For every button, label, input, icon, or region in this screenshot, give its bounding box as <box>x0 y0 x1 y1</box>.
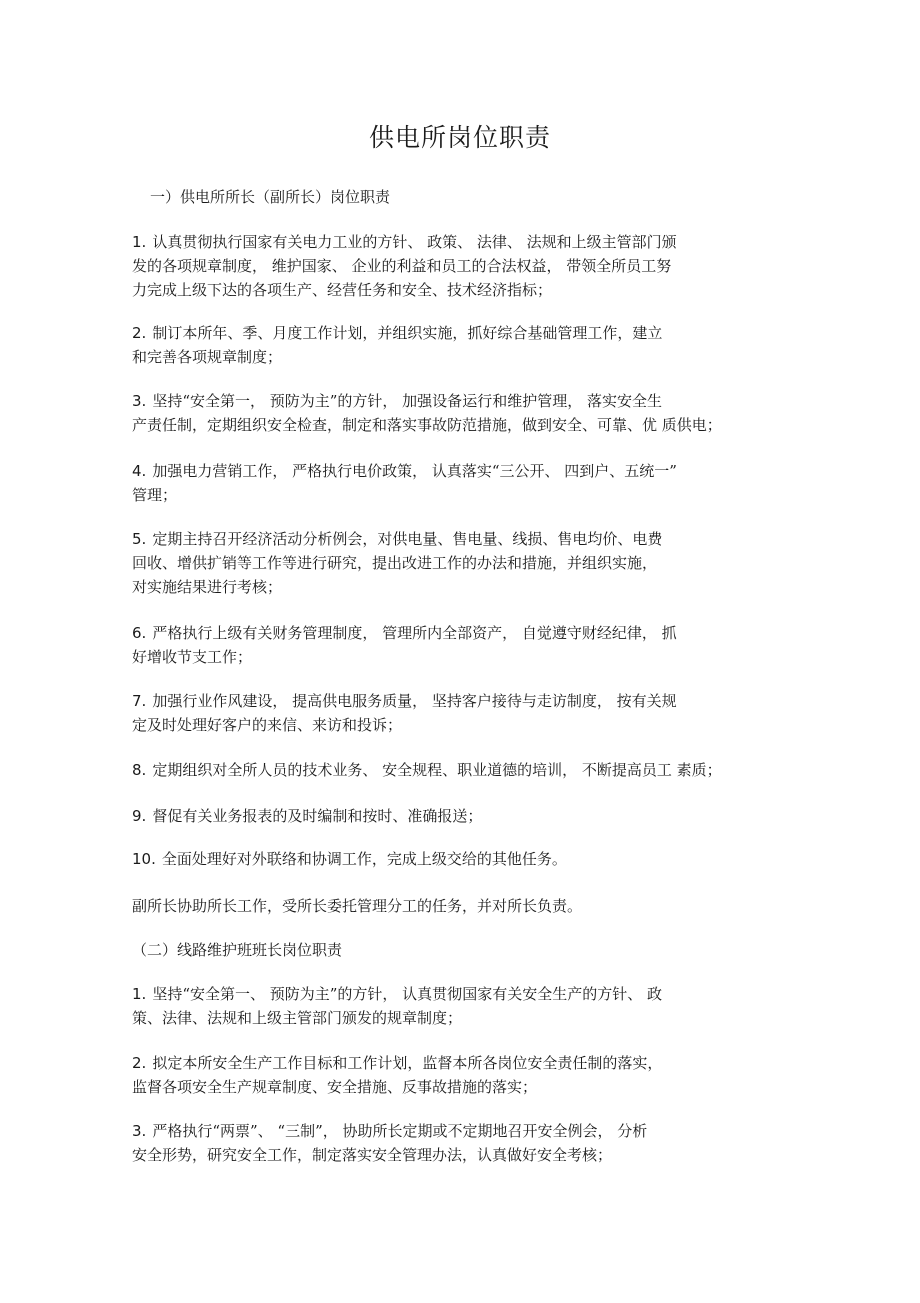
item-number: 8. <box>132 761 147 779</box>
s1-item-3-line: 3. 坚持“安全第一， 预防为主”的方针， 加强设备运行和维护管理， 落实安全生 <box>132 392 662 410</box>
deputy-note <box>132 894 792 918</box>
item-number: 10. <box>132 850 156 868</box>
s1-item-2-line: 和完善各项规章制度； <box>132 348 283 366</box>
s1-item-5-line: 对实施结果进行考核； <box>132 578 283 596</box>
s1-item-7-line: 定及时处理好客户的来信、来访和投诉； <box>132 716 403 734</box>
s2-item-1-line: 策、法律、法规和上级主管部门颁发的规章制度； <box>132 1009 463 1027</box>
s1-item-6-line: 6. 严格执行上级有关财务管理制度， 管理所内全部资产， 自觉遵守财经纪律， 抓 <box>132 624 677 642</box>
s1-item-5-line: 回收、增供扩销等工作等进行研究，提出改进工作的办法和措施，并组织实施， <box>132 554 658 572</box>
s2-item-2 <box>132 1051 792 1099</box>
item-number: 7. <box>132 692 147 710</box>
s1-item-8-line: 8. 定期组织对全所人员的技术业务、 安全规程、职业道德的培训， 不断提高员工 素质； <box>132 761 722 779</box>
s1-item-4-line: 管理； <box>132 486 178 504</box>
item-number: 2. <box>132 324 147 342</box>
item-number: 1. <box>132 233 147 251</box>
s2-item-3 <box>132 1119 792 1167</box>
s2-item-3-line: 3. 严格执行“两票”、 “三制”， 协助所长定期或不定期地召开安全例会， 分析 <box>132 1122 648 1140</box>
s1-item-1-line: 力完成上级下达的各项生产、经营任务和安全、技术经济指标； <box>132 281 553 299</box>
s2-item-3-line: 安全形势，研究安全工作，制定落实安全管理办法，认真做好安全考核； <box>132 1146 613 1164</box>
deputy-note-text: 副所长协助所长工作，受所长委托管理分工的任务，并对所长负责。 <box>132 897 583 915</box>
s1-item-2-line: 2. 制订本所年、季、月度工作计划，并组织实施，抓好综合基础管理工作，建立 <box>132 324 663 342</box>
item-number: 3. <box>132 392 147 410</box>
s2-item-2-line: 监督各项安全生产规章制度、安全措施、反事故措施的落实； <box>132 1078 538 1096</box>
s1-item-1 <box>132 230 792 302</box>
s2-item-1 <box>132 982 792 1030</box>
s1-item-1-line: 1. 认真贯彻执行国家有关电力工业的方针、 政策、 法律、 法规和上级主管部门颁 <box>132 233 677 251</box>
s1-item-3 <box>132 389 792 437</box>
s1-item-4-line: 4. 加强电力营销工作， 严格执行电价政策， 认真落实“三公开、 四到户、五统一” <box>132 462 677 480</box>
s1-item-6 <box>132 621 792 669</box>
section-heading-2: （二）线路维护班班长岗位职责 <box>132 941 343 959</box>
item-number: 4. <box>132 462 147 480</box>
s1-item-7-line: 7. 加强行业作风建设， 提高供电服务质量， 坚持客户接待与走访制度， 按有关规 <box>132 692 677 710</box>
s1-item-9 <box>132 804 792 828</box>
item-number: 3. <box>132 1122 147 1140</box>
item-number: 5. <box>132 530 147 548</box>
item-number: 2. <box>132 1054 147 1072</box>
s1-item-7 <box>132 689 792 737</box>
item-number: 1. <box>132 985 147 1003</box>
s1-item-2 <box>132 321 792 369</box>
s1-item-8 <box>132 758 792 782</box>
s2-item-1-line: 1. 坚持“安全第一、 预防为主”的方针， 认真贯彻国家有关安全生产的方针、 政 <box>132 985 662 1003</box>
s1-item-10-line: 10. 全面处理好对外联络和协调工作，完成上级交给的其他任务。 <box>132 850 567 868</box>
s1-item-5-line: 5. 定期主持召开经济活动分析例会，对供电量、售电量、线损、售电均价、电费 <box>132 530 663 548</box>
s1-item-6-line: 好增收节支工作； <box>132 648 253 666</box>
section-heading-1: 一）供电所所长（副所长）岗位职责 <box>150 188 391 206</box>
s1-item-1-line: 发的各项规章制度， 维护国家、 企业的利益和员工的合法权益， 带领全所员工努 <box>132 257 672 275</box>
s1-item-9-line: 9. 督促有关业务报表的及时编制和按时、准确报送； <box>132 807 483 825</box>
s1-item-5 <box>132 527 792 599</box>
item-number: 6. <box>132 624 147 642</box>
item-number: 9. <box>132 807 147 825</box>
s2-item-2-line: 2. 拟定本所安全生产工作目标和工作计划，监督本所各岗位安全责任制的落实， <box>132 1054 663 1072</box>
page-title: 供电所岗位职责 <box>368 123 551 152</box>
s1-item-10 <box>132 847 792 871</box>
s1-item-3-line: 产责任制，定期组织安全检查，制定和落实事故防范措施，做到安全、可靠、优 质供电； <box>132 416 722 434</box>
s1-item-4 <box>132 459 792 507</box>
